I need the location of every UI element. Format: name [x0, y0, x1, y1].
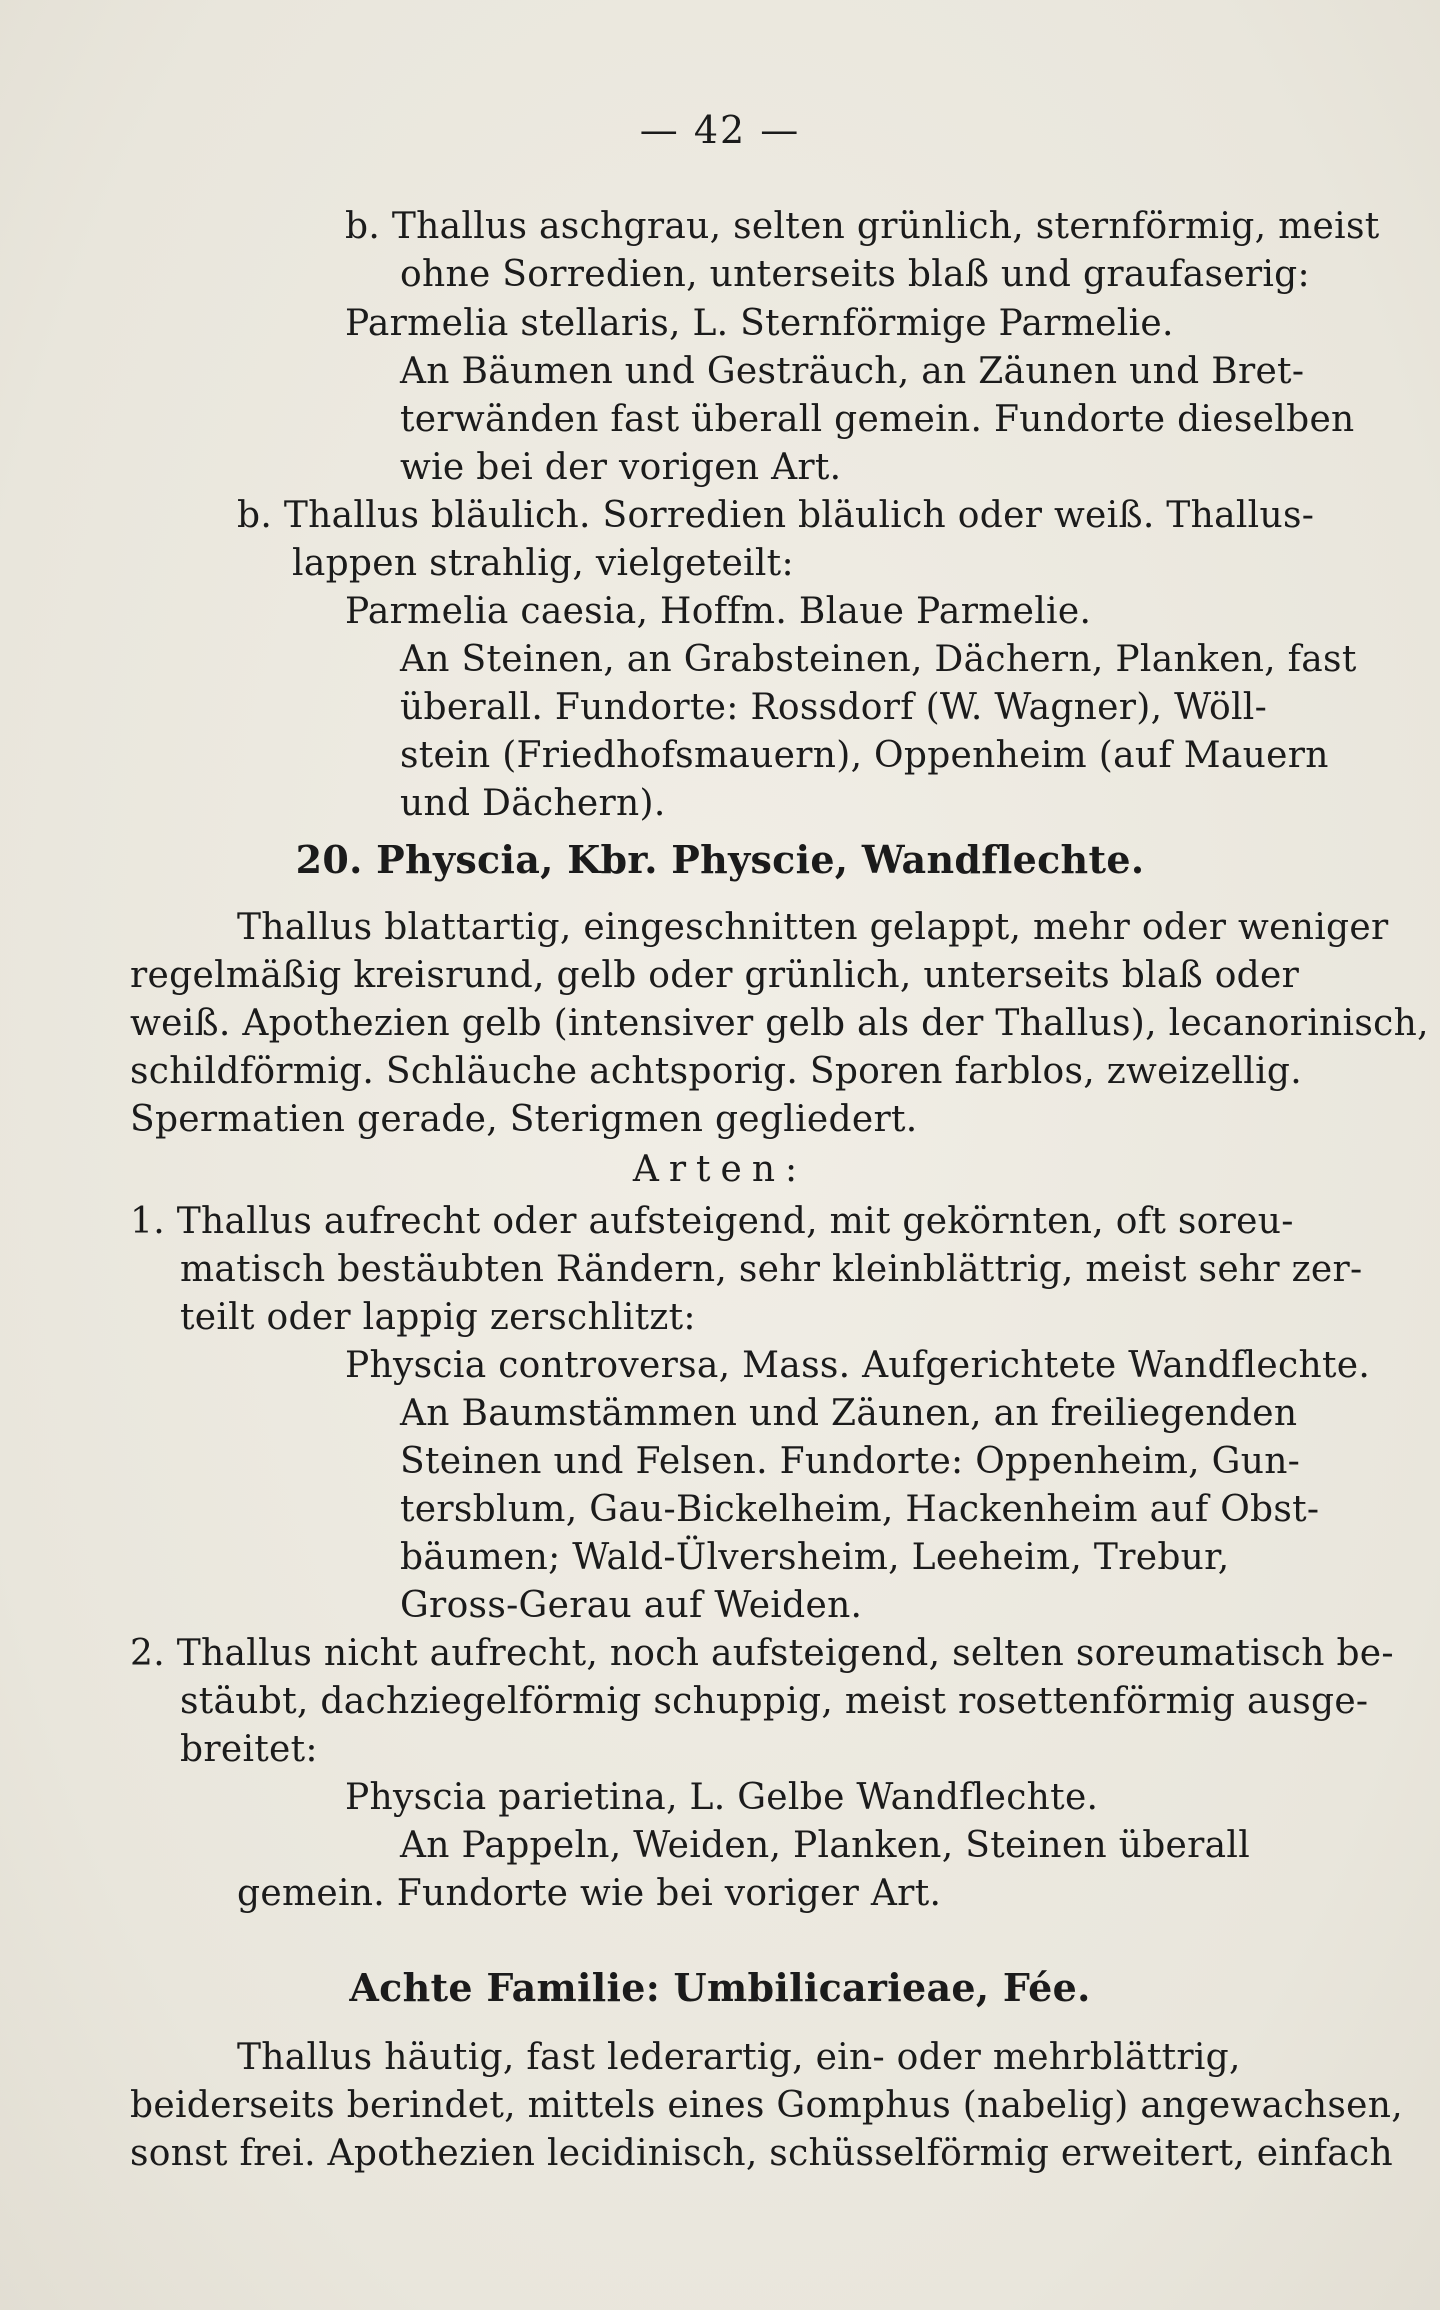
text-line: b. Thallus bläulich. Sorredien bläulich oder weiß. Thallus- [237, 495, 1315, 536]
text-line: wie bei der vorigen Art. [400, 447, 842, 488]
text-line: 2. Thallus nicht aufrecht, noch aufsteigend, selten soreumatisch be- [130, 1633, 1394, 1674]
text-line: teilt oder lappig zerschlitzt: [180, 1297, 696, 1338]
text-line: An Pappeln, Weiden, Planken, Steinen überall [400, 1825, 1251, 1866]
text-line: regelmäßig kreisrund, gelb oder grünlich, unterseits blaß oder [130, 955, 1300, 996]
text-line: ohne Sorredien, unterseits blaß und graufaserig: [400, 254, 1310, 295]
text-line: Thallus häutig, fast lederartig, ein- oder mehrblättrig, [237, 2037, 1241, 2078]
text-line: matisch bestäubten Rändern, sehr kleinblättrig, meist sehr zer- [180, 1249, 1363, 1290]
text-line: tersblum, Gau-Bickelheim, Hackenheim auf Obst- [400, 1489, 1320, 1530]
text-line: gemein. Fundorte wie bei voriger Art. [237, 1873, 942, 1914]
family-heading: Achte Familie: Umbilicarieae, Fée. [349, 1965, 1091, 2010]
text-line: bäumen; Wald-Ülversheim, Leeheim, Trebur, [400, 1537, 1230, 1578]
text-line: Steinen und Felsen. Fundorte: Oppenheim, Gun- [400, 1441, 1301, 1482]
text-line: Parmelia stellaris, L. Sternförmige Parmelie. [345, 303, 1174, 344]
text-line: Physcia controversa, Mass. Aufgerichtete Wandflechte. [345, 1345, 1371, 1386]
text-line: b. Thallus aschgrau, selten grünlich, sternförmig, meist [345, 206, 1380, 247]
section-heading: 20. Physcia, Kbr. Physcie, Wandflechte. [295, 837, 1145, 882]
text-line: 1. Thallus aufrecht oder aufsteigend, mit gekörnten, oft soreu- [130, 1201, 1294, 1242]
text-line: Thallus blattartig, eingeschnitten gelappt, mehr oder weniger [237, 907, 1389, 948]
text-line: und Dächern). [400, 783, 666, 824]
text-line: stäubt, dachziegelförmig schuppig, meist rosettenförmig ausge- [180, 1681, 1369, 1722]
text-line: Gross-Gerau auf Weiden. [400, 1585, 863, 1626]
text-line: überall. Fundorte: Rossdorf (W. Wagner), Wöll- [400, 687, 1268, 728]
text-line: schildförmig. Schläuche achtsporig. Sporen farblos, zweizellig. [130, 1051, 1302, 1092]
text-line: stein (Friedhofsmauern), Oppenheim (auf Mauern [400, 735, 1329, 776]
text-line: An Baumstämmen und Zäunen, an freiliegenden [400, 1393, 1298, 1434]
subsection-heading: Arten: [632, 1149, 808, 1190]
text-line: terwänden fast überall gemein. Fundorte dieselben [400, 399, 1355, 440]
text-line: breitet: [180, 1729, 318, 1770]
text-line: An Steinen, an Grabsteinen, Dächern, Planken, fast [400, 639, 1357, 680]
text-line: An Bäumen und Gesträuch, an Zäunen und Bret- [400, 351, 1305, 392]
text-line: Physcia parietina, L. Gelbe Wandflechte. [345, 1777, 1099, 1818]
text-line: sonst frei. Apothezien lecidinisch, schüsselförmig erweitert, einfach [130, 2133, 1393, 2174]
text-line: Spermatien gerade, Sterigmen gegliedert. [130, 1099, 918, 1140]
page-number: — 42 — [639, 108, 801, 152]
text-line: Parmelia caesia, Hoffm. Blaue Parmelie. [345, 591, 1092, 632]
text-line: lappen strahlig, vielgeteilt: [292, 543, 794, 584]
text-line: beiderseits berindet, mittels eines Gomphus (nabelig) angewachsen, [130, 2085, 1403, 2126]
text-line: weiß. Apothezien gelb (intensiver gelb als der Thallus), lecanorinisch, [130, 1003, 1429, 1044]
